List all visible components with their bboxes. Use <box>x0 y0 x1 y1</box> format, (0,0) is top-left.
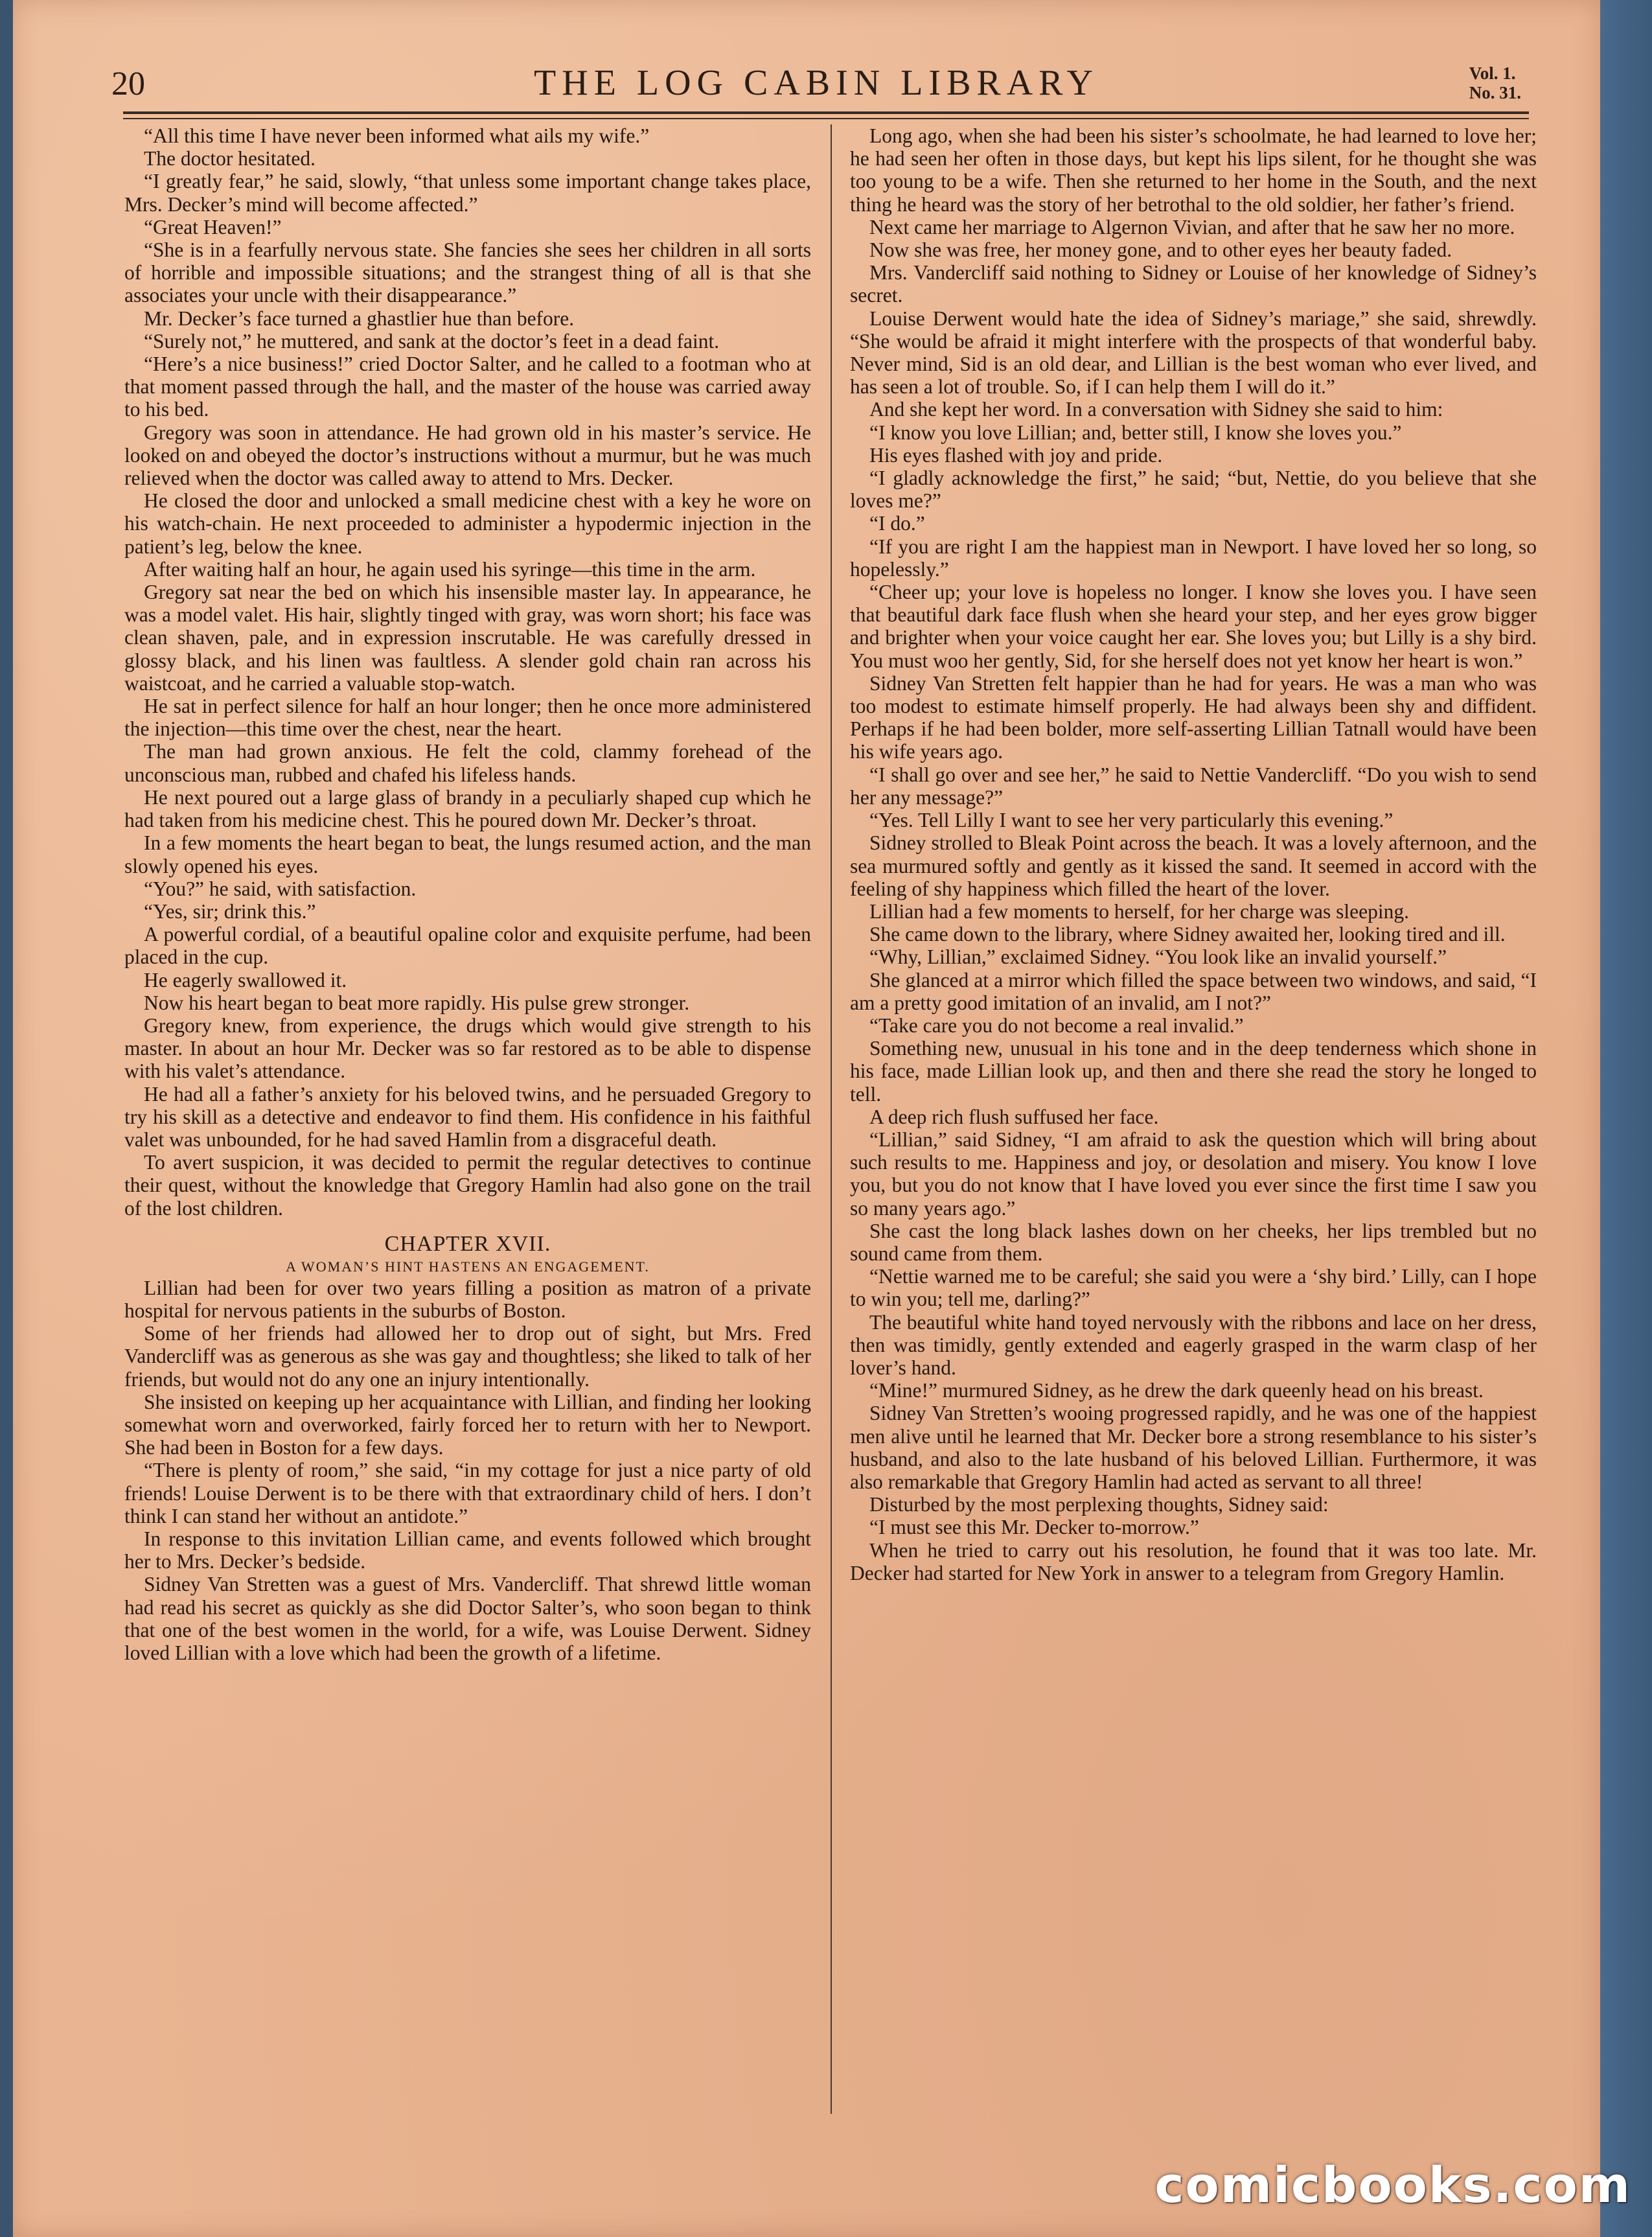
paragraph: “She is in a fearfully nervous state. She fancies she sees her children in all sorts of horrible and impossible situations; and the strangest thing of all is that she associates your uncle with their disappearance.” <box>124 238 811 307</box>
paragraph: When he tried to carry out his resolution, he found that it was too late. Mr. Decker had started for New York in answer to a telegram from Gregory Hamlin. <box>850 1538 1537 1584</box>
paragraph: Gregory knew, from experience, the drugs which would give strength to his master. In about an hour Mr. Decker was so far restored as to be able to dispense with his valet’s attendance. <box>124 1014 811 1083</box>
paragraph: “Why, Lillian,” exclaimed Sidney. “You look like an invalid yourself.” <box>869 945 1447 969</box>
left-text-column <box>124 124 811 1664</box>
paragraph: Now his heart began to beat more rapidly. His pulse grew stronger. <box>144 991 690 1014</box>
paragraph: A powerful cordial, of a beautiful opaline color and exquisite perfume, had been placed in the cup. <box>124 923 811 969</box>
paragraph: Something new, unusual in his tone and in the deep tenderness which shone in his face, made Lillian look up, and then and there she read the story he longed to tell. <box>850 1037 1537 1106</box>
right-text-column <box>850 124 1537 1584</box>
paragraph: She came down to the library, where Sidney awaited her, looking tired and ill. <box>869 923 1506 946</box>
left-paragraphs <box>124 124 811 1220</box>
paragraph: “Lillian,” said Sidney, “I am afraid to ask the question which will bring about such results to me. Happiness and joy, or desolation and misery. You know I love you, but you do not know that I have loved you ever since the first time I saw you so many years ago.” <box>850 1128 1537 1220</box>
paragraph: “There is plenty of room,” she said, “in my cottage for just a nice party of old friends! Louise Derwent is to be there with that extraordinary child of hers. I don’t think I can stand her without an antidote.” <box>124 1459 811 1527</box>
paragraph: She cast the long black lashes down on her cheeks, her lips trembled but no sound came from them. <box>850 1219 1537 1265</box>
paragraph: “Yes, sir; drink this.” <box>144 899 316 923</box>
paragraph: Gregory was soon in attendance. He had grown old in his master’s service. He looked on and obeyed the doctor’s instructions without a murmur, but he was much relieved when the doctor was called away to attend to Mrs. Decker. <box>124 421 811 490</box>
volume-info <box>1469 64 1521 102</box>
paragraph: He next poured out a large glass of brandy in a peculiarly shaped cup which he had taken from his medicine chest. This he poured down Mr. Decker’s throat. <box>124 785 811 832</box>
paragraph: “I shall go over and see her,” he said to Nettie Vandercliff. “Do you wish to send her any message?” <box>850 763 1537 809</box>
paragraph: To avert suspicion, it was decided to permit the regular detectives to continue their quest, without the knowledge that Gregory Hamlin had also gone on the trail of the lost children. <box>124 1151 811 1220</box>
paragraph: Sidney Van Stretten’s wooing progressed rapidly, and he was one of the happiest men alive until he learned that Mr. Decker bore a strong resemblance to his sister’s husband, and also to the late husband of his beloved Lillian. Furthermore, it was also remarkable that Gregory Hamlin had acted as servant to all three! <box>850 1402 1537 1493</box>
paragraph: A deep rich flush suffused her face. <box>869 1105 1159 1128</box>
paragraph: Next came her marriage to Algernon Vivian, and after that he saw her no more. <box>869 215 1515 238</box>
paragraph: Now she was free, her money gone, and to other eyes her beauty faded. <box>869 238 1452 262</box>
right-paragraphs <box>850 124 1537 1584</box>
paragraph: “Great Heaven!” <box>144 215 282 238</box>
paragraph: She insisted on keeping up her acquaintance with Lillian, and finding her looking somewhat worn and overworked, fairly forced her to return with her to Newport. She had been in Boston for a few days. <box>124 1390 811 1459</box>
issue-number: No. 31. <box>1469 83 1521 102</box>
paragraph: Mrs. Vandercliff said nothing to Sidney or Louise of her knowledge of Sidney’s secret. <box>850 261 1537 307</box>
paragraph: She glanced at a mirror which filled the space between two windows, and said, “I am a pretty good imitation of an invalid, am I not?” <box>850 968 1537 1014</box>
paragraph: “I know you love Lillian; and, better still, I know she loves you.” <box>869 421 1402 444</box>
paragraph: Mr. Decker’s face turned a ghastlier hue than before. <box>144 307 575 330</box>
paragraph: “I gladly acknowledge the first,” he said; “but, Nettie, do you believe that she loves me?” <box>850 467 1537 513</box>
paragraph: Louise Derwent would hate the idea of Sidney’s mariage,” she said, shrewdly. “She would be afraid it might interfere with the prospects of that wonderful baby. Never mind, Sid is an old dear, and Lillian is the best woman who ever lived, and has seen a lot of trouble. So, if I can help them I will do it.” <box>850 307 1537 399</box>
paragraph: After waiting half an hour, he again used his syringe—this time in the arm. <box>144 557 756 581</box>
paragraph: Lillian had a few moments to herself, for her charge was sleeping. <box>869 899 1410 923</box>
column-divider <box>831 124 832 2114</box>
page-number: 20 <box>111 65 145 102</box>
paragraph: “Yes. Tell Lilly I want to see her very particularly this evening.” <box>869 809 1394 832</box>
paragraph: “I greatly fear,” he said, slowly, “that unless some important change takes place, Mrs. Decker’s mind will become affected.” <box>124 170 811 216</box>
paragraph: “Here’s a nice business!” cried Doctor Salter, and he called to a footman who at that moment passed through the hall, and the master of the house was carried away to his bed. <box>124 353 811 421</box>
paragraph: “Take care you do not become a real invalid.” <box>869 1014 1244 1037</box>
paragraph: Gregory sat near the bed on which his insensible master lay. In appearance, he was a model valet. His hair, slightly tinged with gray, was worn short; his face was clean shaven, pale, and in expression inscrutable. He was carefully dressed in glossy black, and his linen was faultless. A slender gold chain ran across his waistcoat, and he carried a valuable stop-watch. <box>124 581 811 695</box>
publication-title: THE LOG CABIN LIBRARY <box>534 63 1099 103</box>
scan-background-strip <box>1600 0 1652 2237</box>
paragraph: Disturbed by the most perplexing thoughts, Sidney said: <box>869 1493 1329 1516</box>
header-rule-thin <box>123 118 1529 119</box>
paragraph: He had all a father’s anxiety for his beloved twins, and he persuaded Gregory to try his skill as a detective and endeavor to find them. His confidence in his faithful valet was unbounded, for he had saved Hamlin from a disgraceful death. <box>124 1082 811 1151</box>
paragraph: “If you are right I am the happiest man in Newport. I have loved her so long, so hopelessly.” <box>850 535 1537 581</box>
paragraph: Some of her friends had allowed her to drop out of sight, but Mrs. Fred Vandercliff was as generous as she was gay and thoughtless; she liked to talk of her friends, but would not do any one an injury intentionally. <box>124 1322 811 1391</box>
paragraph: Long ago, when she had been his sister’s schoolmate, he had learned to love her; he had seen her often in those days, but kept his lips silent, for he thought she was too young to be a wife. Then she returned to her home in the South, and the next thing he heard was the story of her betrothal to the old soldier, her father’s friend. <box>850 124 1537 216</box>
paragraph: The beautiful white hand toyed nervously with the ribbons and lace on her dress, then was timidly, gently extended and eagerly grasped in the warm clasp of her lover’s hand. <box>850 1310 1537 1379</box>
paragraph: Sidney strolled to Bleak Point across the beach. It was a lovely afternoon, and the sea murmured softly and gently as it kissed the sand. It seemed in accord with the feeling of shy happiness which filled the heart of the lover. <box>850 831 1537 900</box>
paragraph: Sidney Van Stretten was a guest of Mrs. Vandercliff. That shrewd little woman had read his secret as quickly as she did Doctor Salter’s, who soon began to think that one of the best women in the world, for a wife, was Louise Derwent. Sidney loved Lillian with a love which had been the growth of a lifetime. <box>124 1573 811 1664</box>
paragraph: The doctor hesitated. <box>144 147 316 170</box>
paragraph: “You?” he said, with satisfaction. <box>144 877 417 900</box>
chapter-subtitle: A WOMAN’S HINT HASTENS AN ENGAGEMENT. <box>286 1258 650 1275</box>
paragraph: “Nettie warned me to be careful; she said you were a ‘shy bird.’ Lilly, can I hope to win you; tell me, darling?” <box>850 1265 1537 1311</box>
paragraph: In response to this invitation Lillian came, and events followed which brought her to Mrs. Decker’s bedside. <box>124 1527 811 1573</box>
chapter-title: CHAPTER XVII. <box>384 1231 551 1256</box>
paragraph: “Mine!” murmured Sidney, as he drew the dark queenly head on his breast. <box>869 1379 1484 1402</box>
paragraph: And she kept her word. In a conversation with Sidney she said to him: <box>869 398 1443 421</box>
site-watermark: comicbooks.com <box>1154 2156 1631 2214</box>
paragraph: “All this time I have never been informed what ails my wife.” <box>144 124 650 147</box>
paragraph: His eyes flashed with joy and pride. <box>869 443 1163 467</box>
paragraph: “I must see this Mr. Decker to-morrow.” <box>869 1516 1199 1539</box>
paragraph: He closed the door and unlocked a small medicine chest with a key he wore on his watch-chain. He next proceeded to administer a hypodermic injection in the patient’s leg, below the knee. <box>124 489 811 558</box>
paragraph: He eagerly swallowed it. <box>144 968 347 991</box>
volume-label: Vol. 1. <box>1469 64 1516 83</box>
paragraph: “Surely not,” he muttered, and sank at the doctor’s feet in a dead faint. <box>144 329 720 353</box>
paragraph: In a few moments the heart began to beat, the lungs resumed action, and the man slowly opened his eyes. <box>124 831 811 877</box>
paragraph: Lillian had been for over two years filling a position as matron of a private hospital for nervous patients in the suburbs of Boston. <box>124 1276 811 1322</box>
chapter-paragraphs <box>124 1277 811 1664</box>
page-header <box>111 60 1521 111</box>
header-rule-thick <box>123 111 1529 114</box>
paragraph: “I do.” <box>869 512 925 535</box>
paragraph: The man had grown anxious. He felt the cold, clammy forehead of the unconscious man, rubbed and chafed his lifeless hands. <box>124 740 811 786</box>
paragraph: “Cheer up; your love is hopeless no longer. I know she loves you. I have seen that beautiful dark face flush when she heard your step, and her eyes grow bigger and brighter when your voice caught her ear. She loves you; but Lilly is a shy bird. You must woo her gently, Sid, for she herself does not yet know her heart is won.” <box>850 581 1537 672</box>
paragraph: He sat in perfect silence for half an hour longer; then he once more administered the injection—this time over the chest, near the heart. <box>124 695 811 741</box>
paragraph: Sidney Van Stretten felt happier than he had for years. He was a man who was too modest to estimate himself properly. He had always been shy and diffident. Perhaps if he had been bolder, more self-asserting Lillian Tatnall would have been his wife years ago. <box>850 671 1537 763</box>
